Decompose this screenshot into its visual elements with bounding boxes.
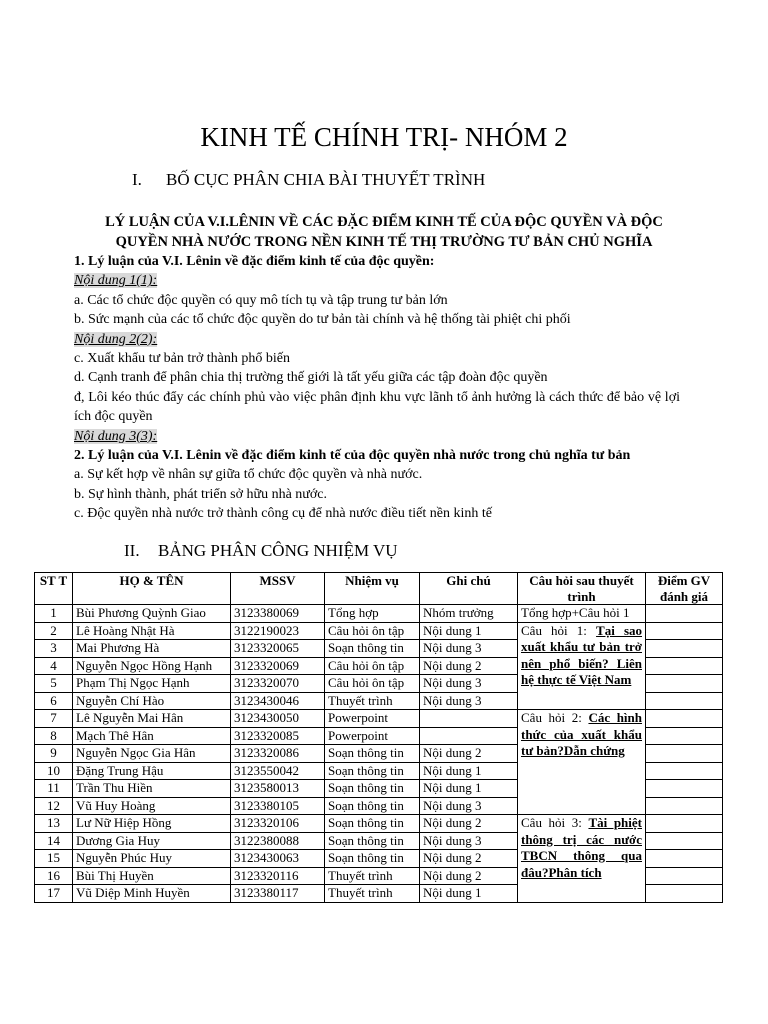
cell-name: Bùi Thị Huyền <box>73 867 231 885</box>
cell-mssv: 3123320065 <box>231 640 325 658</box>
cell-note: Nhóm trưởng <box>420 605 518 623</box>
cell-stt: 12 <box>35 797 73 815</box>
cell-task: Soạn thông tin <box>325 640 420 658</box>
cell-task: Câu hỏi ôn tập <box>325 675 420 693</box>
content-item: a. Sự kết hợp về nhân sự giữa tổ chức độc quyền và nhà nước. <box>74 467 423 483</box>
cell-note: Nội dung 2 <box>420 850 518 868</box>
cell-name: Dương Gia Huy <box>73 832 231 850</box>
content-item: d. Cạnh tranh để phân chia thị trường thế giới là tất yếu giữa các tập đoàn độc quyền <box>74 370 548 386</box>
cell-score <box>646 657 723 675</box>
question-prefix: Câu hỏi 3: <box>521 815 582 830</box>
cell-stt: 6 <box>35 692 73 710</box>
page-title: KINH TẾ CHÍNH TRỊ- NHÓM 2 <box>200 122 568 152</box>
section-label: BẢNG PHÂN CÔNG NHIỆM VỤ <box>158 541 398 560</box>
cell-stt: 3 <box>35 640 73 658</box>
content-point-1: 1. Lý luận của V.I. Lênin về đặc điểm kinh tế của độc quyền: <box>74 254 435 269</box>
cell-mssv: 3123320116 <box>231 867 325 885</box>
cell-mssv: 3123320069 <box>231 657 325 675</box>
cell-note: Nội dung 1 <box>420 885 518 903</box>
content-item: b. Sức mạnh của các tổ chức độc quyền do tư bản tài chính và hệ thống tài phiệt chi phối <box>74 312 571 328</box>
cell-mssv: 3123380105 <box>231 797 325 815</box>
content-item: c. Xuất khẩu tư bản trở thành phổ biến <box>74 351 290 367</box>
cell-question <box>646 885 723 903</box>
cell-stt: 10 <box>35 762 73 780</box>
cell-note: Nội dung 3 <box>420 675 518 693</box>
cell-note: Nội dung 1 <box>420 622 518 640</box>
section-number: II. <box>124 541 140 560</box>
content-label: Nội dung 2(2): <box>74 331 158 347</box>
content-point-2: 2. Lý luận của V.I. Lênin về đặc điểm kinh tế của độc quyền nhà nước trong chủ nghĩa tư bản <box>74 448 631 464</box>
cell-stt: 15 <box>35 850 73 868</box>
question-text: Các hình thức của xuất khẩu tư bản?Dẫn chứng <box>521 710 643 758</box>
cell-mssv: 3123580013 <box>231 780 325 798</box>
section-heading-1 <box>132 170 485 190</box>
cell-score <box>646 692 723 710</box>
cell-score <box>646 605 723 623</box>
cell-score <box>646 797 723 815</box>
question-text: Tại sao xuất khẩu tư bản trở nên phổ biến? Liên hệ thực tế Việt Nam <box>521 622 643 687</box>
cell-task: Powerpoint <box>325 710 420 728</box>
cell-stt: 14 <box>35 832 73 850</box>
cell-task: Soạn thông tin <box>325 797 420 815</box>
cell-stt: 2 <box>35 622 73 640</box>
cell-score <box>646 622 723 640</box>
column-header-question: Câu hỏi sau thuyết trình <box>518 573 646 605</box>
cell-mssv: 3123320106 <box>231 815 325 833</box>
cell-note: Nội dung 3 <box>420 797 518 815</box>
cell-name: Bùi Phương Quỳnh Giao <box>73 605 231 623</box>
cell-name: Nguyễn Ngọc Hồng Hạnh <box>73 657 231 675</box>
table-row <box>35 710 723 728</box>
cell-mssv: 3122380088 <box>231 832 325 850</box>
section-label: BỐ CỤC PHÂN CHIA BÀI THUYẾT TRÌNH <box>166 170 486 189</box>
cell-stt: 16 <box>35 867 73 885</box>
cell-task: Soạn thông tin <box>325 850 420 868</box>
cell-note: Nội dung 3 <box>420 832 518 850</box>
cell-task: Thuyết trình <box>325 885 420 903</box>
cell-task: Soạn thông tin <box>325 815 420 833</box>
content-label: Nội dung 1(1): <box>74 273 158 289</box>
cell-score <box>646 832 723 850</box>
cell-note: Nội dung 2 <box>420 657 518 675</box>
cell-mssv: 3123380069 <box>231 605 325 623</box>
section-heading-2 <box>124 541 398 561</box>
cell-score <box>646 727 723 745</box>
content-item: b. Sự hình thành, phát triển sở hữu nhà nước. <box>74 486 327 502</box>
cell-stt: 9 <box>35 745 73 763</box>
cell-task: Thuyết trình <box>325 692 420 710</box>
cell-name: Trần Thu Hiền <box>73 780 231 798</box>
cell-task: Soạn thông tin <box>325 832 420 850</box>
cell-score <box>646 762 723 780</box>
cell-score <box>646 640 723 658</box>
cell-task: Thuyết trình <box>325 867 420 885</box>
cell-mssv: 3123320085 <box>231 727 325 745</box>
cell-score <box>646 710 723 728</box>
cell-stt: 11 <box>35 780 73 798</box>
cell-score <box>646 815 723 833</box>
topic-heading-line: QUYỀN NHÀ NƯỚC TRONG NỀN KINH TẾ THỊ TRƯỜNG TƯ BẢN CHỦ NGHĨA <box>115 234 653 250</box>
column-header-mssv: MSSV <box>231 573 325 605</box>
cell-name: Nguyễn Chí Hào <box>73 692 231 710</box>
cell-task: Câu hỏi ôn tập <box>325 657 420 675</box>
column-header-name: HỌ & TÊN <box>73 573 231 605</box>
cell-name: Nguyễn Ngọc Gia Hân <box>73 745 231 763</box>
cell-note: Nội dung 1 <box>420 762 518 780</box>
cell-name: Mạch Thê Hân <box>73 727 231 745</box>
table-row <box>35 605 723 623</box>
cell-name: Vũ Huy Hoàng <box>73 797 231 815</box>
cell-score <box>646 850 723 868</box>
section-number: I. <box>132 170 142 189</box>
cell-task: Câu hỏi ôn tập <box>325 622 420 640</box>
cell-stt: 4 <box>35 657 73 675</box>
cell-note: Nội dung 2 <box>420 745 518 763</box>
cell-note <box>420 727 518 745</box>
topic-heading-line: LÝ LUẬN CỦA V.I.LÊNIN VỀ CÁC ĐẶC ĐIỂM KINH TẾ CỦA ĐỘC QUYỀN VÀ ĐỘC <box>105 214 663 230</box>
cell-note: Nội dung 2 <box>420 867 518 885</box>
cell-note <box>420 710 518 728</box>
cell-task: Soạn thông tin <box>325 745 420 763</box>
content-item: đ, Lôi kéo thúc đẩy các chính phủ vào việc phân định khu vực lãnh tổ ảnh hưởng là cách thức để bảo vệ lợi ích độc quyền <box>74 389 680 425</box>
content-body <box>74 252 680 524</box>
cell-task: Soạn thông tin <box>325 762 420 780</box>
cell-question-2 <box>518 710 646 815</box>
cell-mssv: 3123430063 <box>231 850 325 868</box>
content-item: a. Các tổ chức độc quyền có quy mô tích tụ và tập trung tư bản lớn <box>74 292 448 308</box>
cell-name: Mai Phương Hà <box>73 640 231 658</box>
question-prefix: Câu hỏi 1: <box>521 622 587 638</box>
cell-note: Nội dung 1 <box>420 780 518 798</box>
cell-name: Phạm Thị Ngọc Hạnh <box>73 675 231 693</box>
cell-note: Nội dung 3 <box>420 692 518 710</box>
column-header-task: Nhiệm vụ <box>325 573 420 605</box>
cell-stt: 7 <box>35 710 73 728</box>
content-label: Nội dung 3(3): <box>74 428 158 444</box>
cell-task: Soạn thông tin <box>325 780 420 798</box>
cell-stt: 1 <box>35 605 73 623</box>
cell-question-1 <box>518 622 646 710</box>
cell-score <box>646 745 723 763</box>
cell-mssv: 3122190023 <box>231 622 325 640</box>
cell-mssv: 3123550042 <box>231 762 325 780</box>
cell-name: Vũ Diệp Minh Huyền <box>73 885 231 903</box>
column-header-score: Điểm GV đánh giá <box>646 573 723 605</box>
cell-name: Nguyễn Phúc Huy <box>73 850 231 868</box>
question-text: Tài phiệt thông trị các nước TBCN thông qua đâu?Phân tích <box>521 815 642 880</box>
cell-name: Lê Nguyễn Mai Hân <box>73 710 231 728</box>
table-row <box>35 622 723 640</box>
cell-mssv: 3123320070 <box>231 675 325 693</box>
assignment-table <box>34 572 723 903</box>
cell-task: Powerpoint <box>325 727 420 745</box>
cell-stt: 17 <box>35 885 73 903</box>
cell-score <box>646 675 723 693</box>
question-prefix: Câu hỏi 2: <box>521 710 582 725</box>
cell-note: Nội dung 3 <box>420 640 518 658</box>
cell-mssv: 3123380117 <box>231 885 325 903</box>
cell-note: Nội dung 2 <box>420 815 518 833</box>
column-header-note: Ghi chú <box>420 573 518 605</box>
cell-mssv: 3123320086 <box>231 745 325 763</box>
cell-mssv: 3123430050 <box>231 710 325 728</box>
table-header-row <box>35 573 723 605</box>
cell-score <box>646 867 723 885</box>
cell-name: Lư Nữ Hiệp Hồng <box>73 815 231 833</box>
cell-mssv: 3123430046 <box>231 692 325 710</box>
content-item: c. Độc quyền nhà nước trở thành công cụ để nhà nước điều tiết nền kinh tế <box>74 506 492 522</box>
column-header-stt: ST T <box>35 573 73 605</box>
cell-question: Tổng hợp+Câu hỏi 1 <box>518 605 646 623</box>
cell-question-3 <box>518 815 646 903</box>
cell-stt: 5 <box>35 675 73 693</box>
cell-score <box>646 780 723 798</box>
table-row <box>35 815 723 833</box>
topic-heading <box>74 212 694 252</box>
cell-stt: 8 <box>35 727 73 745</box>
cell-name: Đặng Trung Hậu <box>73 762 231 780</box>
cell-task: Tổng hợp <box>325 605 420 623</box>
cell-name: Lê Hoàng Nhật Hà <box>73 622 231 640</box>
cell-stt: 13 <box>35 815 73 833</box>
